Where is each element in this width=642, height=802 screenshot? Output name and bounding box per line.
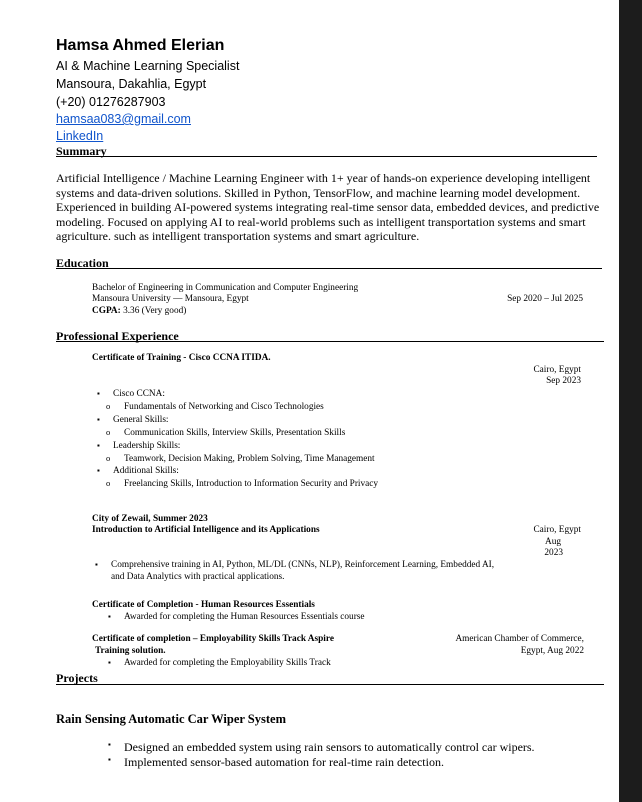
zewail-bullet-line2: and Data Analytics with practical applications. xyxy=(111,572,285,582)
school: Mansoura University — Mansoura, Egypt xyxy=(92,294,249,304)
ccna-item-label: ▪ Leadership Skills: xyxy=(113,441,180,451)
zewail-date-month: Aug xyxy=(544,537,561,547)
candidate-name: Hamsa Ahmed Elerian xyxy=(56,37,225,54)
experience-heading: Professional Experience xyxy=(56,329,179,343)
ccna-item-label: ▪ Additional Skills: xyxy=(113,466,179,476)
aspire-org-line2: Egypt, Aug 2022 xyxy=(520,646,584,656)
summary-heading: Summary xyxy=(56,144,107,158)
project-title: Rain Sensing Automatic Car Wiper System xyxy=(56,712,286,726)
gpa-label: CGPA: xyxy=(92,306,121,316)
ccna-item-sub: o Fundamentals of Networking and Cisco Technologies xyxy=(124,402,324,412)
zewail-location: Cairo, Egypt xyxy=(533,525,581,535)
linkedin-link[interactable]: LinkedIn xyxy=(56,129,104,143)
aspire-bullet: ▪ Awarded for completing the Employability Skills Track xyxy=(124,658,331,668)
education-heading: Education xyxy=(56,256,109,270)
summary-text: Artificial Intelligence / Machine Learning Engineer with 1+ year of hands-on experience developing intelligent systems and data-driven solutions. Skilled in Python, TensorFlow, and machine learning model development. Experienced in building AI-powered systems integrating real-time sensor data, embedded devices, and predictive modeling. Focused on applying AI to real-world problems such as intelligent transportation systems and smart agriculture. such as intelligent transportation systems and smart agriculture. xyxy=(56,171,600,244)
phone: (+20) 01276287903 xyxy=(56,95,166,109)
project-item: ▪ Implemented sensor-based automation for real-time rain detection. xyxy=(124,755,444,770)
ccna-location: Cairo, Egypt xyxy=(533,365,581,375)
zewail-title: Introduction to Artificial Intelligence and its Applications xyxy=(92,525,320,535)
aspire-title-line2: Training solution. xyxy=(95,646,166,656)
aspire-title-line1: Certificate of completion – Employability Skills Track Aspire xyxy=(92,634,334,644)
education-rule xyxy=(56,268,602,269)
location: Mansoura, Dakahlia, Egypt xyxy=(56,77,207,91)
zewail-date-year: 2023 xyxy=(544,548,563,558)
email-link[interactable]: hamsaa083@gmail.com xyxy=(56,112,191,126)
projects-heading: Projects xyxy=(56,671,98,685)
zewail-bullet-line1: ▪ Comprehensive training in AI, Python, ML/DL (CNNs, NLP), Reinforcement Learning, Embedded AI, xyxy=(111,560,494,570)
hr-title: Certificate of Completion - Human Resources Essentials xyxy=(92,600,315,610)
project-item: ▪ Designed an embedded system using rain sensors to automatically control car wipers. xyxy=(124,740,535,755)
ccna-item-label: ▪ General Skills: xyxy=(113,415,169,425)
job-title: AI & Machine Learning Specialist xyxy=(56,59,240,73)
ccna-date: Sep 2023 xyxy=(546,376,581,386)
viewer-background xyxy=(619,0,642,802)
ccna-title: Certificate of Training - Cisco CCNA ITIDA. xyxy=(92,353,271,363)
ccna-item-sub: o Freelancing Skills, Introduction to Information Security and Privacy xyxy=(124,479,378,489)
education-dates: Sep 2020 – Jul 2025 xyxy=(507,294,583,304)
ccna-item-sub: o Teamwork, Decision Making, Problem Solving, Time Management xyxy=(124,454,375,464)
experience-rule xyxy=(56,341,604,342)
hr-bullet: ▪ Awarded for completing the Human Resources Essentials course xyxy=(124,612,365,622)
gpa-value: 3.36 (Very good) xyxy=(120,306,187,316)
projects-rule xyxy=(56,684,604,685)
aspire-org-line1: American Chamber of Commerce, xyxy=(455,634,584,644)
summary-rule xyxy=(56,156,597,157)
degree: Bachelor of Engineering in Communication and Computer Engineering xyxy=(92,283,359,293)
zewail-org: City of Zewail, Summer 2023 xyxy=(92,514,208,524)
ccna-item-label: ▪ Cisco CCNA: xyxy=(113,389,165,399)
gpa xyxy=(92,306,186,316)
ccna-item-sub: o Communication Skills, Interview Skills, Presentation Skills xyxy=(124,428,345,438)
